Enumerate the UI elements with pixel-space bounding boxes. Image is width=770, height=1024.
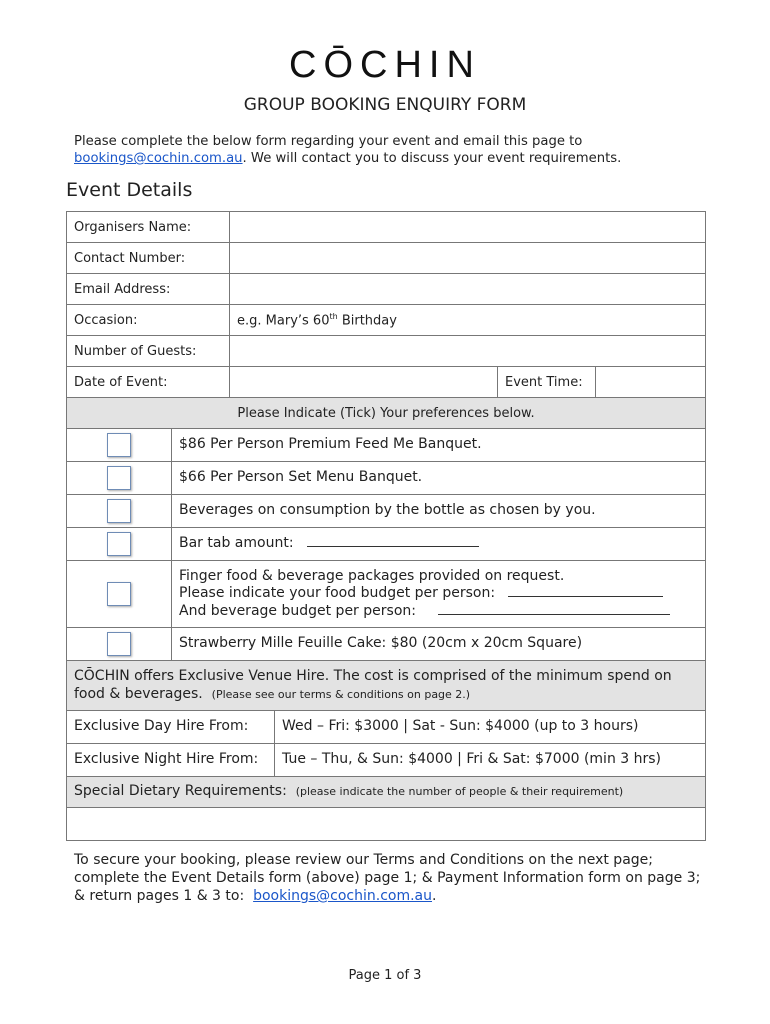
contact-label: Contact Number: xyxy=(67,243,230,274)
option-beverages: Beverages on consumption by the bottle as chosen by you. xyxy=(172,495,706,528)
beverage-budget-label: And beverage budget per person: xyxy=(179,602,416,619)
organiser-input[interactable] xyxy=(230,212,706,243)
option-finger-food xyxy=(172,561,706,628)
preferences-header: Please Indicate (Tick) Your preferences below. xyxy=(67,398,706,429)
email-label: Email Address: xyxy=(67,274,230,305)
dietary-input[interactable] xyxy=(67,808,706,841)
email-input[interactable] xyxy=(230,274,706,305)
checkbox-premium-banquet[interactable] xyxy=(107,433,131,457)
contact-input[interactable] xyxy=(230,243,706,274)
dietary-header xyxy=(67,777,706,808)
option-set-menu: $66 Per Person Set Menu Banquet. xyxy=(172,462,706,495)
intro-text xyxy=(74,133,714,167)
occasion-example-tail: Birthday xyxy=(337,313,397,329)
checkbox-finger-food[interactable] xyxy=(107,582,131,606)
option-premium-banquet: $86 Per Person Premium Feed Me Banquet. xyxy=(172,429,706,462)
day-hire-label: Exclusive Day Hire From: xyxy=(67,711,275,744)
occasion-example-sup: th xyxy=(329,311,338,321)
night-hire-label: Exclusive Night Hire From: xyxy=(67,744,275,777)
checkbox-cake[interactable] xyxy=(107,632,131,656)
event-details-table xyxy=(66,211,706,841)
food-budget-line[interactable] xyxy=(508,585,663,597)
occasion-input[interactable] xyxy=(230,305,706,336)
date-input[interactable] xyxy=(230,367,498,398)
bar-tab-label: Bar tab amount: xyxy=(179,535,294,552)
night-hire-value: Tue – Thu, & Sun: $4000 | Fri & Sat: $7000 (min 3 hrs) xyxy=(275,744,706,777)
guests-input[interactable] xyxy=(230,336,706,367)
option-checkbox-cell xyxy=(67,462,172,495)
organiser-label: Organisers Name: xyxy=(67,212,230,243)
intro-line-1: Please complete the below form regarding your event and email this page to xyxy=(74,134,583,149)
form-title: GROUP BOOKING ENQUIRY FORM xyxy=(243,95,527,115)
date-label: Date of Event: xyxy=(67,367,230,398)
intro-email-link[interactable]: bookings@cochin.com.au xyxy=(74,151,243,166)
checkbox-set-menu[interactable] xyxy=(107,466,131,490)
bar-tab-line[interactable] xyxy=(307,535,479,547)
checkbox-bar-tab[interactable] xyxy=(107,532,131,556)
dietary-label: Special Dietary Requirements: xyxy=(74,783,287,800)
occasion-label: Occasion: xyxy=(67,305,230,336)
guests-label: Number of Guests: xyxy=(67,336,230,367)
footer-email-link[interactable]: bookings@cochin.com.au xyxy=(253,888,433,904)
cochin-logo: CŌCHIN xyxy=(289,44,481,86)
footer-text xyxy=(74,851,714,905)
time-input[interactable] xyxy=(596,367,706,398)
finger-food-text: Finger food & beverage packages provided on request. xyxy=(179,567,565,584)
option-bar-tab xyxy=(172,528,706,561)
venue-hire-note: (Please see our terms & conditions on page 2.) xyxy=(211,687,471,701)
food-budget-label: Please indicate your food budget per person: xyxy=(179,585,496,602)
option-checkbox-cell xyxy=(67,495,172,528)
venue-hire-text: CŌCHIN offers Exclusive Venue Hire. The cost is comprised of the minimum spend on food & beverages. xyxy=(74,668,672,702)
occasion-example: e.g. Mary’s 60 xyxy=(237,313,330,329)
section-title: Event Details xyxy=(66,179,193,201)
checkbox-beverages[interactable] xyxy=(107,499,131,523)
option-checkbox-cell xyxy=(67,528,172,561)
option-checkbox-cell xyxy=(67,429,172,462)
day-hire-value: Wed – Fri: $3000 | Sat - Sun: $4000 (up to 3 hours) xyxy=(275,711,706,744)
footer-instructions: To secure your booking, please review our Terms and Conditions on the next page; complete the Event Details form (above) page 1; & Payment Information form on page 3; & return pages 1 & 3 to: xyxy=(74,852,701,904)
option-checkbox-cell xyxy=(67,561,172,628)
venue-hire-info xyxy=(67,661,706,711)
option-cake: Strawberry Mille Feuille Cake: $80 (20cm x 20cm Square) xyxy=(172,628,706,661)
dietary-note: (please indicate the number of people & their requirement) xyxy=(295,785,624,799)
time-label: Event Time: xyxy=(498,367,596,398)
intro-line-2: . We will contact you to discuss your event requirements. xyxy=(242,151,622,166)
beverage-budget-line[interactable] xyxy=(438,603,670,615)
footer-end: . xyxy=(432,888,437,904)
option-checkbox-cell xyxy=(67,628,172,661)
page-number: Page 1 of 3 xyxy=(348,968,422,983)
